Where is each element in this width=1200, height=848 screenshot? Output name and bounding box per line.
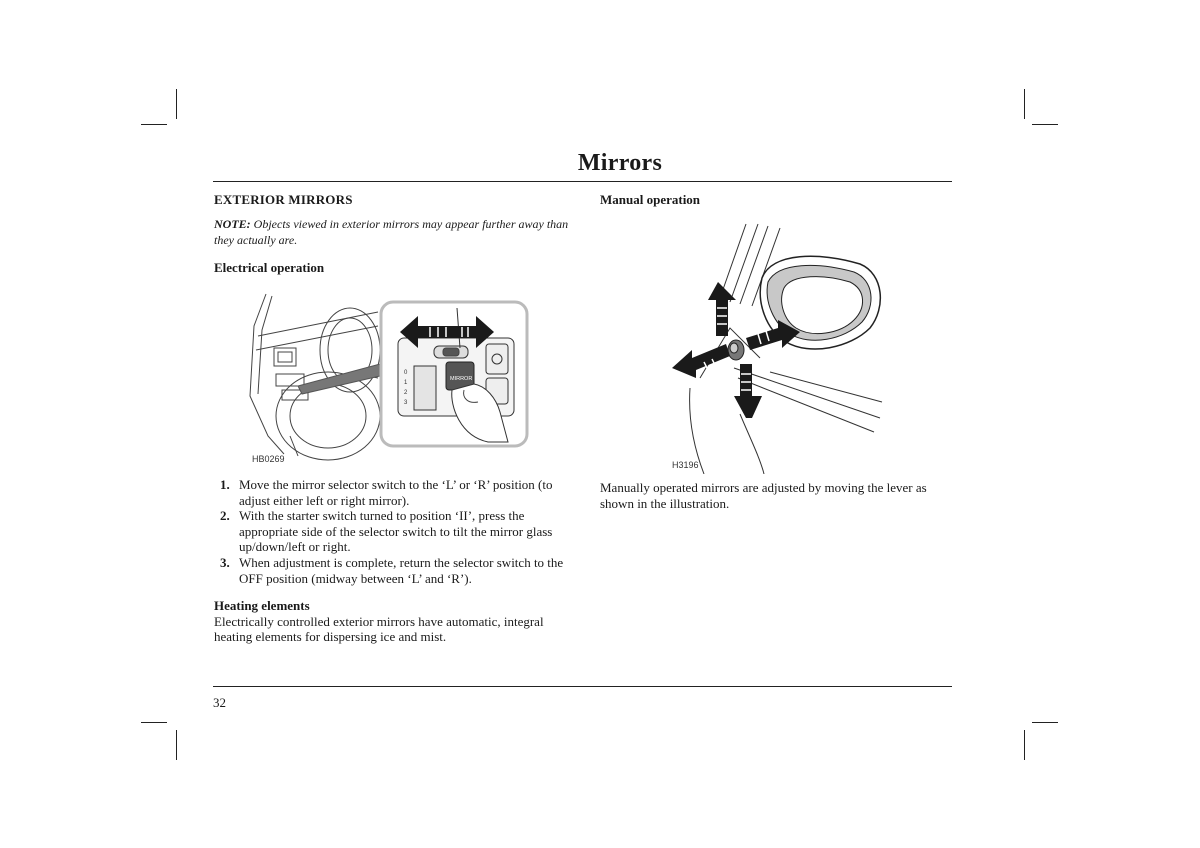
electrical-mirror-switch-illustration xyxy=(238,286,534,466)
svg-text:2: 2 xyxy=(404,390,408,396)
step-text: When adjustment is complete, return the selector switch to the OFF position (midway between ‘L’ and ‘R’). xyxy=(239,554,564,586)
electrical-operation-heading: Electrical operation xyxy=(214,260,325,275)
heating-elements-heading: Heating elements xyxy=(214,598,310,613)
crop-mark xyxy=(1032,722,1058,723)
manual-operation-text: Manually operated mirrors are adjusted by moving the lever as shown in the illustration. xyxy=(600,480,927,511)
crop-mark xyxy=(176,730,177,760)
step-number: 1. xyxy=(220,477,230,492)
step-number: 3. xyxy=(220,554,230,570)
note-text: Objects viewed in exterior mirrors may appear further away than they actually are. xyxy=(214,217,569,247)
crop-mark xyxy=(1032,124,1058,125)
section-heading: EXTERIOR MIRRORS xyxy=(214,192,353,207)
svg-text:1: 1 xyxy=(404,380,408,386)
figure-code: HB0269 xyxy=(252,454,285,464)
list-item xyxy=(214,477,570,508)
page-number: 32 xyxy=(213,695,226,710)
step-text: With the starter switch turned to position ‘II’, press the appropriate side of the selector switch to tilt the mirror glass up/down/left or right. xyxy=(239,508,553,555)
crop-mark xyxy=(141,722,167,723)
crop-mark xyxy=(141,124,167,125)
manual-operation-heading: Manual operation xyxy=(600,192,701,207)
crop-mark xyxy=(176,89,177,119)
title-divider xyxy=(213,181,952,182)
crop-mark xyxy=(1024,730,1025,760)
manual-mirror-illustration xyxy=(660,218,906,474)
svg-text:0: 0 xyxy=(404,370,408,376)
list-item xyxy=(214,555,570,586)
figure-code: H3196 xyxy=(672,460,699,470)
adjustment-steps xyxy=(214,477,570,586)
note xyxy=(214,216,570,248)
mirror-switch-label: MIRROR xyxy=(450,376,473,382)
step-number: 2. xyxy=(220,508,230,524)
page-title: Mirrors xyxy=(577,150,663,176)
right-column xyxy=(600,192,950,208)
left-column xyxy=(214,192,570,276)
heating-elements-section xyxy=(214,598,570,645)
step-text: Move the mirror selector switch to the ‘L’ or ‘R’ position (to adjust either left or right mirror). xyxy=(239,477,553,508)
footer-divider xyxy=(213,686,952,687)
svg-text:3: 3 xyxy=(404,400,408,406)
list-item xyxy=(214,508,570,555)
heating-elements-text: Electrically controlled exterior mirrors have automatic, integral heating elements for dispersing ice and mist. xyxy=(214,613,544,645)
crop-mark xyxy=(1024,89,1025,119)
note-label: NOTE: xyxy=(214,217,251,231)
